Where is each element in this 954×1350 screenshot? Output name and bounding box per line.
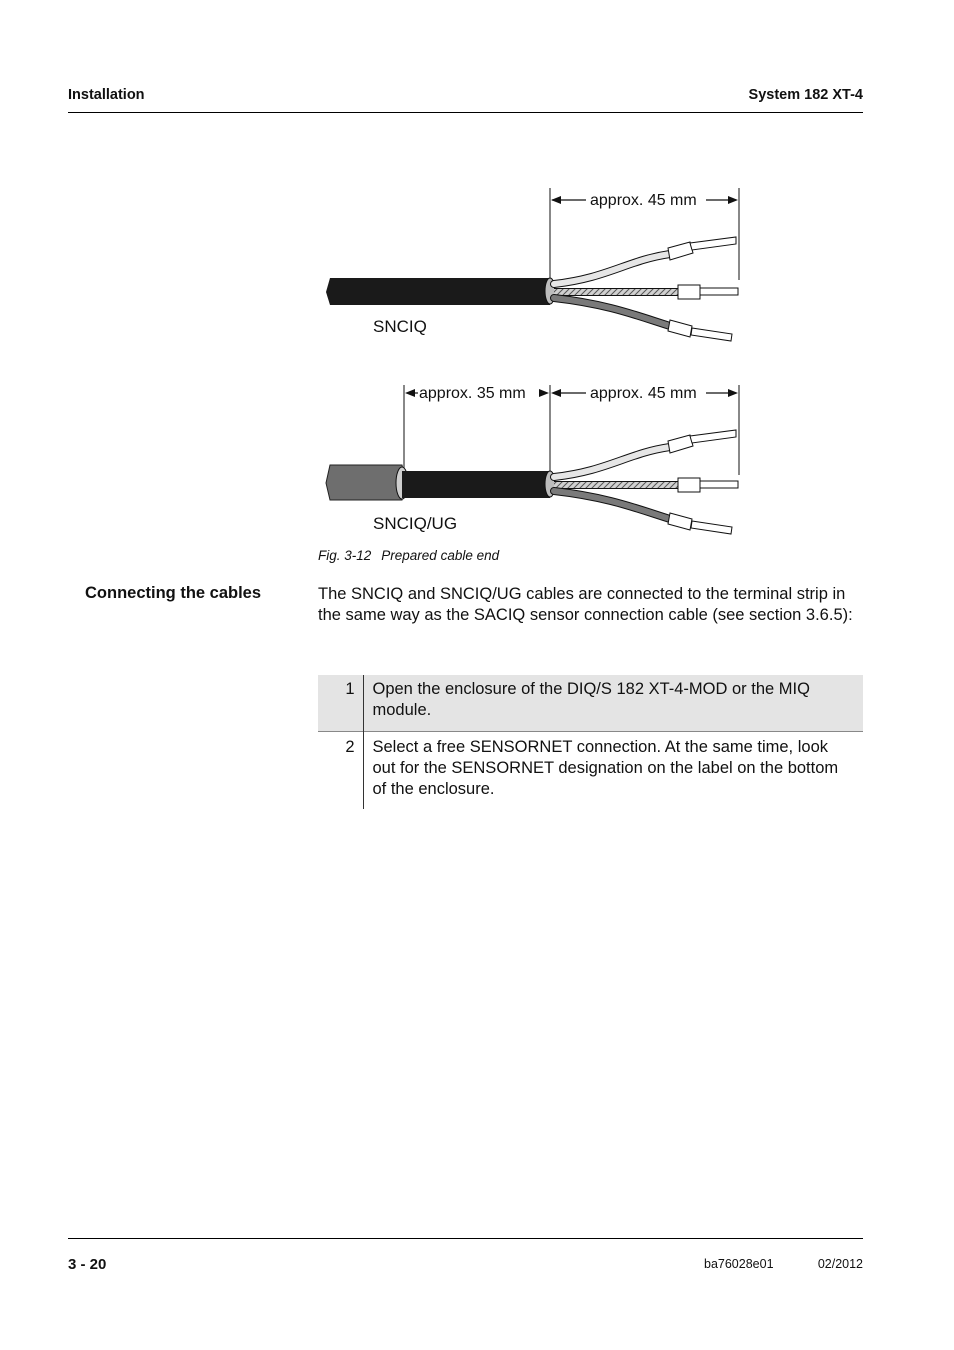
snciq-ug-label: SNCIQ/UG: [373, 514, 458, 533]
snciq-ug-inner-dimension-label: approx. 45 mm: [590, 385, 697, 402]
step-text: Select a free SENSORNET connection. At the same time, look out for the SENSORNET designation on the label on the bottom of the enclosure.: [372, 738, 839, 798]
header-section: Installation: [68, 87, 145, 103]
snciq-ug-outer-dimension-label: approx. 35 mm: [419, 385, 526, 402]
caption-text: Prepared cable end: [381, 548, 500, 563]
snciq-dimension-label: approx. 45 mm: [590, 192, 697, 209]
doc-id: ba76028e01: [704, 1257, 774, 1271]
cable-snciq: [326, 188, 739, 341]
cable-illustration: [318, 180, 758, 555]
cable-figure: [318, 180, 758, 555]
page-number: 3 - 20: [68, 1256, 107, 1273]
footer-rule: [68, 1238, 863, 1239]
step-row: [318, 675, 863, 732]
caption-number: Fig. 3-12: [318, 548, 372, 563]
figure-caption: [318, 548, 509, 563]
step-text: Open the enclosure of the DIQ/S 182 XT-4-MOD or the MIQ module.: [363, 675, 863, 732]
steps-table: [318, 675, 863, 809]
section-title: Connecting the cables: [85, 584, 262, 602]
header-rule: [68, 112, 863, 113]
cable-snciq-ug: [326, 385, 739, 534]
step-number: 1: [318, 675, 363, 732]
step-row: [318, 732, 863, 810]
doc-date: 02/2012: [817, 1257, 863, 1271]
header-product: System 182 XT-4: [748, 87, 863, 103]
step-number: 2: [318, 732, 363, 810]
snciq-label: SNCIQ: [373, 317, 427, 336]
section-paragraph: The SNCIQ and SNCIQ/UG cables are connected to the terminal strip in the same way as the SACIQ sensor connection cable (see section 3.6.5):: [318, 585, 853, 624]
